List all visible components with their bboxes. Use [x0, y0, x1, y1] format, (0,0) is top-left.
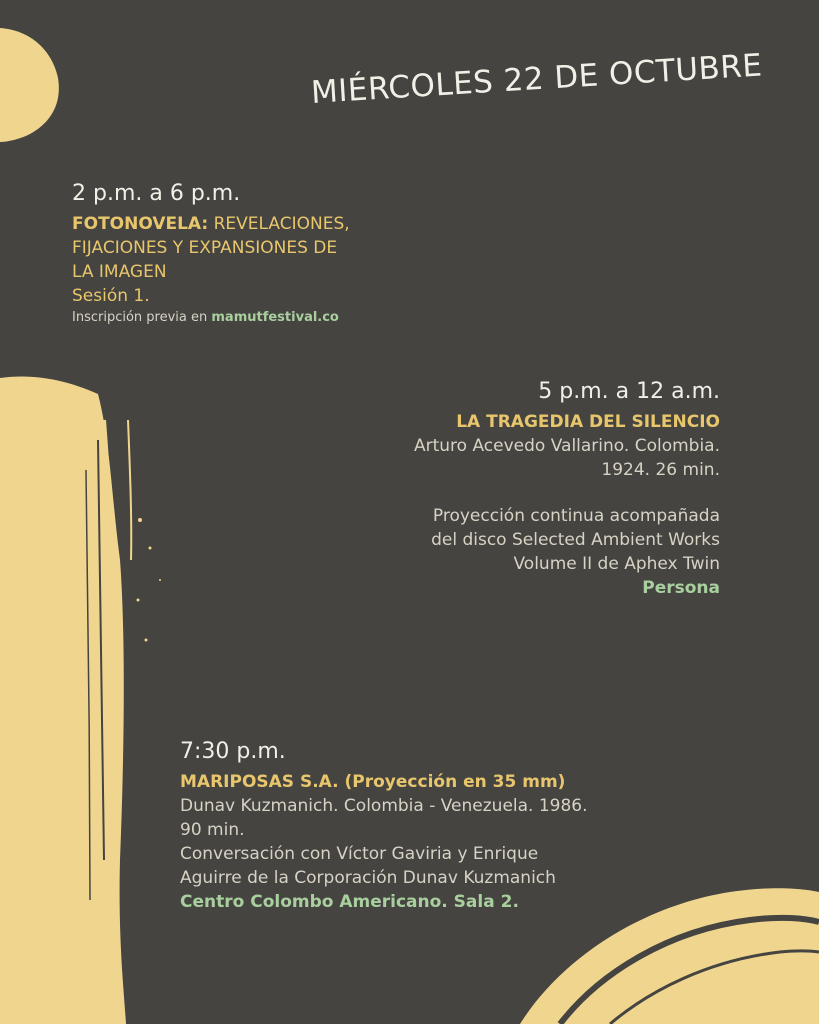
- event-note: Volume II de Aphex Twin: [513, 554, 720, 574]
- event-note: Aguirre de la Corporación Dunav Kuzmanich: [180, 868, 556, 888]
- brush-speckle: [149, 547, 152, 550]
- event-venue: Centro Colombo Americano. Sala 2.: [180, 892, 519, 912]
- event-credits: 1924. 26 min.: [601, 460, 720, 480]
- event-time: 2 p.m. a 6 p.m.: [72, 181, 241, 206]
- event-title-bold: FOTONOVELA:: [72, 214, 209, 234]
- event-title: MARIPOSAS S.A. (Proyección en 35 mm): [180, 772, 566, 792]
- date-title: MIÉRCOLES 22 DE OCTUBRE: [310, 47, 764, 111]
- event-note: Proyección continua acompañada: [432, 506, 720, 526]
- event-registration: [72, 308, 432, 328]
- event-title-line: LA IMAGEN: [72, 262, 167, 282]
- event-fotonovela: [72, 180, 432, 328]
- registration-text: Inscripción previa en: [72, 310, 212, 325]
- left-brush-streak: [128, 420, 131, 560]
- brush-speckle: [137, 599, 140, 602]
- registration-link[interactable]: mamutfestival.co: [211, 310, 339, 325]
- brush-speckle: [145, 639, 148, 642]
- event-credits: Dunav Kuzmanich. Colombia - Venezuela. 1986.: [180, 796, 588, 816]
- event-credits: 90 min.: [180, 820, 245, 840]
- event-title: LA TRAGEDIA DEL SILENCIO: [456, 412, 720, 432]
- event-title-rest: REVELACIONES,: [208, 214, 350, 234]
- event-time: 5 p.m. a 12 a.m.: [538, 379, 720, 404]
- brush-speckle: [159, 579, 161, 581]
- event-note: del disco Selected Ambient Works: [431, 530, 720, 550]
- event-session: Sesión 1.: [72, 286, 150, 306]
- spacer: [340, 482, 720, 504]
- top-left-brush-stroke: [0, 28, 59, 142]
- brush-speckle: [138, 518, 142, 522]
- event-la-tragedia-del-silencio: [340, 378, 720, 600]
- event-mariposas: [180, 738, 680, 914]
- event-venue: Persona: [642, 578, 720, 598]
- event-time: 7:30 p.m.: [180, 739, 286, 764]
- event-title-line: FIJACIONES Y EXPANSIONES DE: [72, 238, 338, 258]
- event-title: [72, 212, 432, 236]
- event-note: Conversación con Víctor Gaviria y Enrique: [180, 844, 539, 864]
- event-credits: Arturo Acevedo Vallarino. Colombia.: [413, 436, 720, 456]
